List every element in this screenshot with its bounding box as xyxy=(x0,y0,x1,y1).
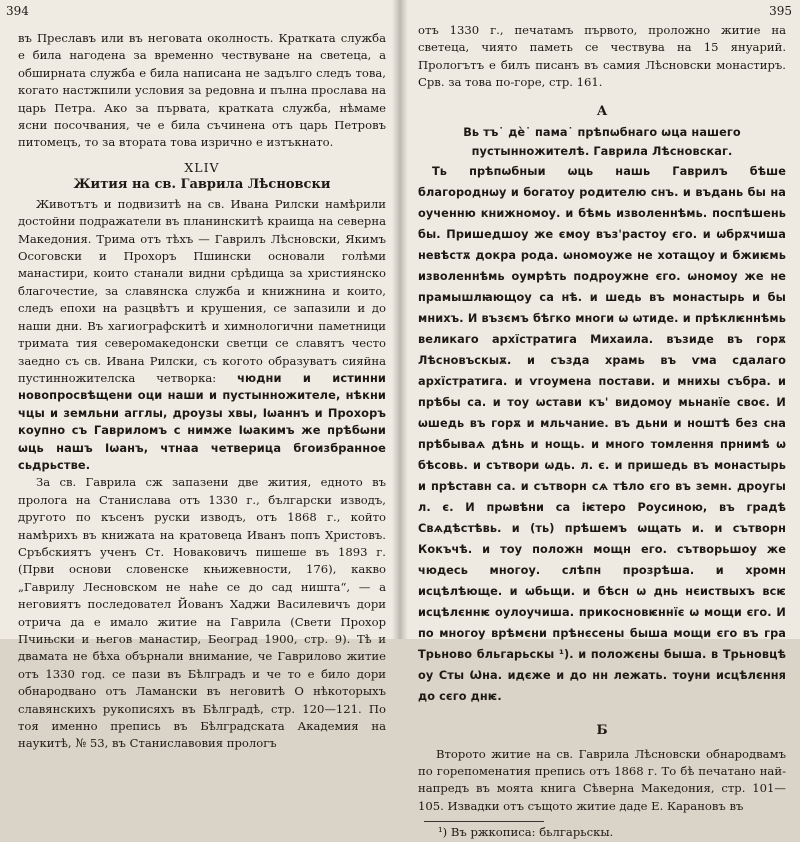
paragraph-intro: отъ 1330 г., печатамъ първото, проложно житие на светеца, чиято паметь се чествува на 15 януарий. Прологътъ е билъ писанъ въ самия Лѣсновски монастиръ. Срв. за това по-горе, стр. 161. xyxy=(418,23,786,90)
section-letter-a: А xyxy=(596,103,608,119)
section-letter-b: Б xyxy=(596,722,608,738)
footnote: ¹) Въ ржкописа: бьлгарьскы. xyxy=(438,825,614,840)
page-number-left: 394 xyxy=(6,4,29,18)
left-page xyxy=(0,0,400,751)
section-number: XLIV xyxy=(184,159,220,175)
paragraph-2 xyxy=(18,196,386,475)
paragraph-b: Второто житие на св. Гаврила Лѣсновски обнародвамъ по горепоменатия препись отъ 1868 г. То бѣ печатано най-напредъ въ моята книга Сѣверна Македония, стр. 101—105. Извадки отъ същото житие даде Е. Карановъ въ xyxy=(418,746,786,813)
page-number-right: 395 xyxy=(769,4,792,18)
section-heading xyxy=(18,160,386,194)
slavonic-body: Ть прѣпѡбныи ѡць нашь Гаврилъ бѣше благороднѡу и богатоу родителю снъ. и въдань бы на оученню книжномоу. и бѣмь изволеннѣмь. поспѣшень бы. Пришедшоу же ємоу въз'растоу єго. и ѡбрѫчиша невѣстѫ докра рода. ѡномоуже не хотащоу и бжиѥмь изволеннѣмь оумрѣть подроужне єго. ѡномоу же не прамышлꙗющоу са нѣ. и шедь въ монастырь и бы мнихъ. И възємъ бѣгко многи ѡ ѡтиде. и прѣклѥннѣмь великаго архїстратига Михаила. възиде въ горѫ Лѣсновъскыѫ. и създа храмь въ ѵма сдалаго архїстратига. и ѵгоумена постави. и мнихы събра. и прѣбы са. и тоу ѡстави къ' видомоу мьнанїе своє. И ѡшедь въ горѫ и мльчание. въ дьни и ноштѣ без сна прѣбываѧ дѣнь и нощь. и много томлення прнимѣ ѡ бѣсовь. и сътвори ѡдь. л. є. и пришедь въ монастырь и прѣставн са. и сътворн сѧ тѣло єго въ земн. дроугы л. є. И прѡвѣни са іѥтеро Роусиною, въ градѣ Свѧдѣстѣвь. и (ть) прѣшемъ ѡщать и. и сътворн Кокъчѣ. и тоу положн мощн его. сътворьшоу же чюдесь многоу. слѣпн прозрѣша. и хромн исцѣлѣюще. и ѡбьщи. и бѣсн ѡ днь нєиствыхъ всѥ исцѣлєннѥ оулоучиша. прикосновѥннїє ѡ мощи єго. И по многоу врѣмєни прѣнєсены быша мощи єго въ гра Трьново бльгарьскы ¹). и положєны быша. в Трьновцѣ оу Сты Ѡна. идєже и до нн лежать. тоуни исцѣлєння до сєго днѥ. xyxy=(418,164,786,703)
paragraph-2-slavonic-quote: чюдни и истинни новопросвѣщени оци наши и пустынножителе, нѣкни чцы и земльни агглы, дроузы хвы, Іωаннъ и Прохоръ коупно съ Гавриломъ с нимже Іωакимъ же прѣбωни ωць нашъ Іωанъ, чтнаа четверица бгоизбранное сьдрьстве. xyxy=(18,370,386,472)
footnote-rule xyxy=(424,821,544,822)
paragraph-3: За св. Гаврила сж запазени две жития, едното въ пролога на Станислава отъ 1330 г., български изводъ, другото по късенъ руски изводъ, отъ 1868 г., който намѣрихъ въ книжата на кратовеца Иванъ попъ Христовъ. Сръбскиятъ ученъ Ст. Новаковичъ пишеше въ 1893 г. (Први основи словенске књижевности, 176), какво „Гаврилу Лесновском не наће се до сад ништа“, — а неговиятъ последовател Йованъ Хаджи Василевичъ дори отрича да е имало житие на Гаврила (Свети Прохор Пчињски и његов манастир, Београд 1900, стр. 9). Тѣ и двамата не бѣха обърнали внимание, че Гаврилово житие отъ 1330 год. се пази въ Бѣлградъ и че то е било дори обнародвано отъ Ламански въ неговитѣ О нѣкоторыхъ славянскихъ рукописяхъ въ Бѣлградѣ, стр. 120—121. По тоя именно препись въ Бѣлградската Академия на наукитѣ, № 53, въ Станиславовия прологъ xyxy=(18,475,386,751)
paragraph-2-text: Животътъ и подвизитѣ на св. Ивана Рилски намѣрили достойни подражатели въ планинскитѣ краища на северна Македония. Трима отъ тѣхъ — Гаврилъ Лѣсновски, Якимъ Осоговски и Прохоръ Пшински основали голѣми манастири, които станали видни срѣдища за християнско благочестие, за славянска служба и книжнина и които, следъ епохи на разцвѣтъ и крушения, се запазили и до наши дни. Въ хагиографскитѣ и химнологични паметници тримата тия северомакедонски светци се славятъ често заедно съ св. Ивана Рилски, съ когото образуватъ сияйна пустинножителска четворка: xyxy=(18,196,386,385)
section-b-content xyxy=(418,746,786,842)
slavonic-incipit: Вь тъ˙ дѐ˙ пама˙ прѣпѡбнаго ѡца нашего пустынножителѣ. Гаврила Лѣсновскаг. xyxy=(463,125,741,158)
paragraph-1: въ Преславъ или въ неговата околность. Кратката служба е била нагодена за временно чествуване на светеца, а обширната служба е била написана не задълго следъ това, когато настжпили условия за редовна и пълна прослава на царь Петра. Ако за първата, кратката служба, нѣмаме ясни посочвания, че е била съчинена отъ царь Петровъ питомецъ, то за втората това изрично е изтъкнато. xyxy=(18,31,386,150)
right-page xyxy=(400,0,800,840)
section-title: Жития на св. Гаврила Лѣсновски xyxy=(73,176,331,192)
slavonic-text-block xyxy=(418,123,786,707)
